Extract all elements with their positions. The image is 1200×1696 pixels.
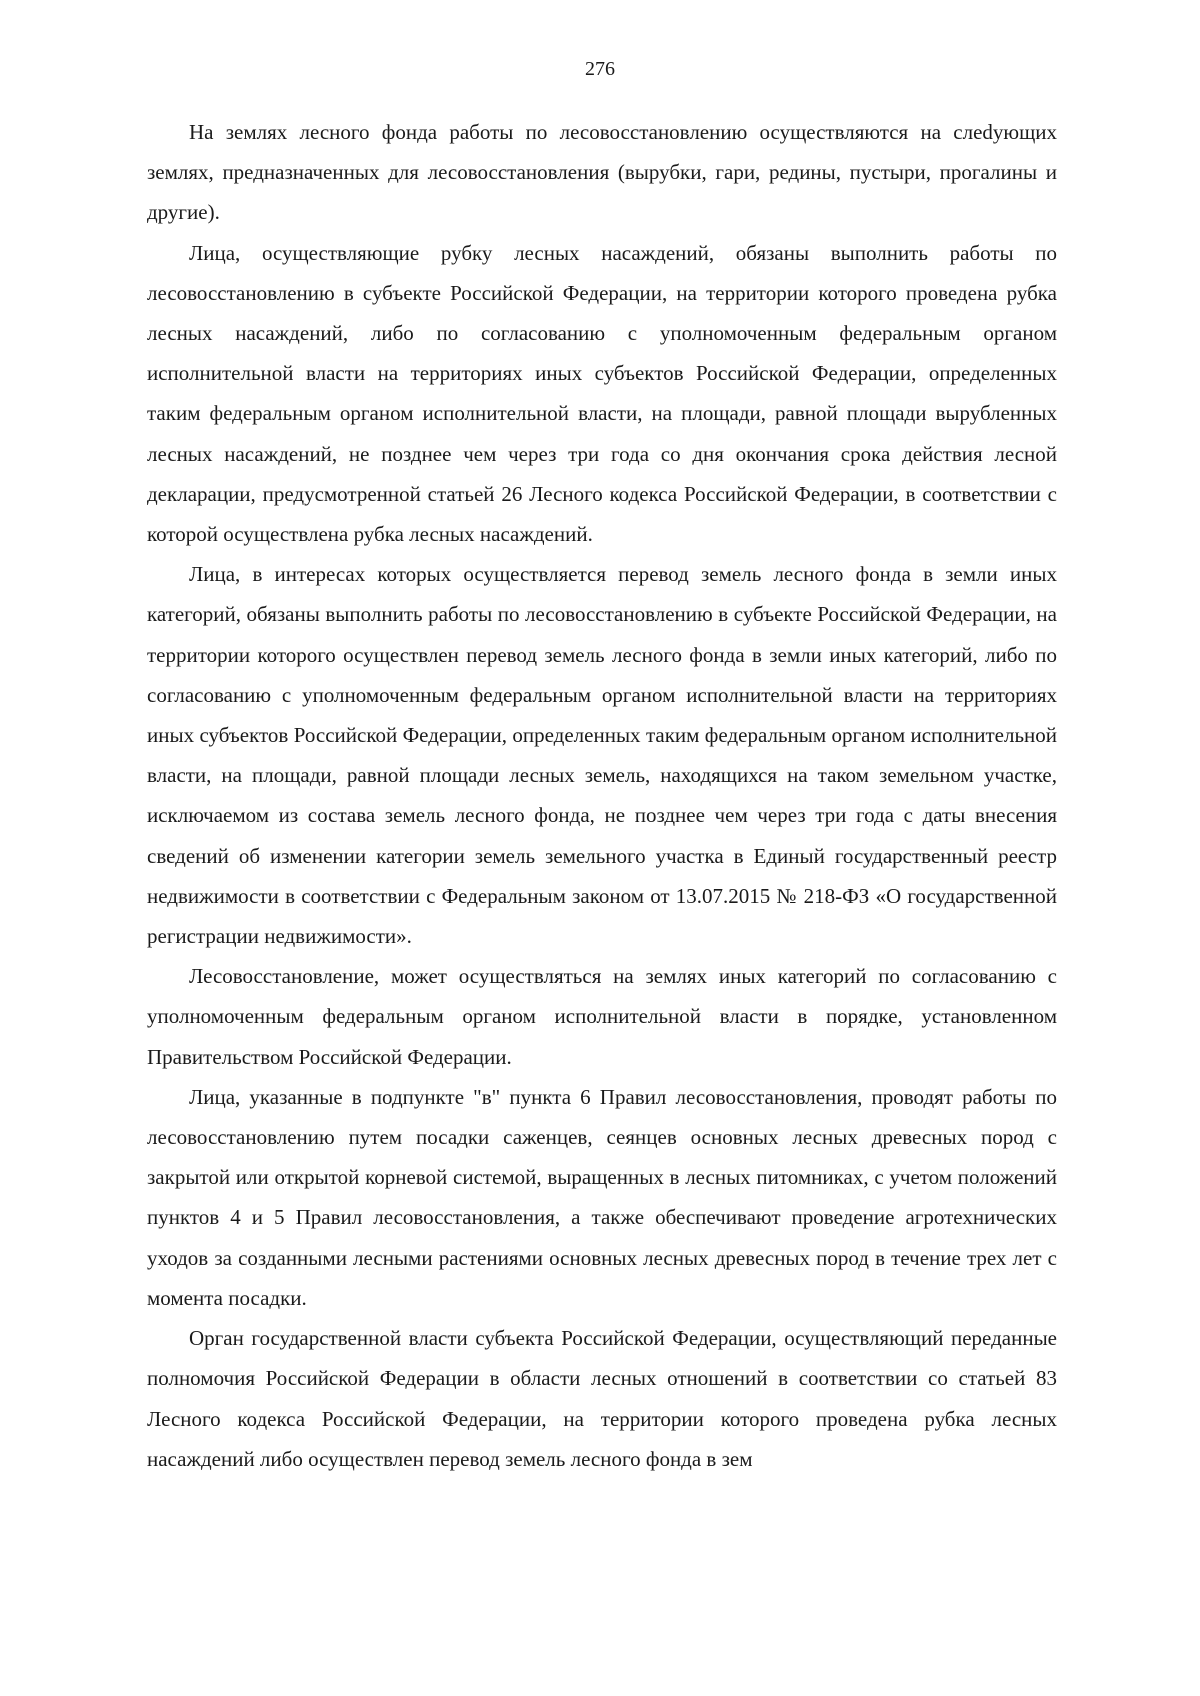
paragraph-logging-obligations: Лица, осуществляющие рубку лесных насаждений, обязаны выполнить работы по лесовосстановлению в субъекте Российской Федерации, на территории которого проведена рубка лесных насаждений, либо по согласованию с уполномоченным федеральным органом исполнительной власти на территориях иных субъектов Российской Федерации, определенных таким федеральным органом исполнительной власти, на площади, равной площади вырубленных лесных насаждений, не позднее чем через три года со дня окончания срока действия лесной декларации, предусмотренной статьей 26 Лесного кодекса Российской Федерации, в соответствии с которой осуществлена рубка лесных насаждений. <box>147 240 1057 547</box>
paragraph-land-conversion-obligations: Лица, в интересах которых осуществляется перевод земель лесного фонда в земли иных категорий, обязаны выполнить работы по лесовосстановлению в субъекте Российской Федерации, на территории которого осуществлен перевод земель лесного фонда в земли иных категорий, либо по согласованию с уполномоченным федеральным органом исполнительной власти на территориях иных субъектов Российской Федерации, определенных таким федеральным органом исполнительной власти, на площади, равной площади лесных земель, находящихся на таком земельном участке, исключаемом из состава земель лесного фонда, не позднее чем через три года с даты внесения сведений об изменении категории земель земельного участка в Единый государственный реестр недвижимости в соответствии с Федеральным законом от 13.07.2015 № 218-ФЗ «О государственной регистрации недвижимости». <box>147 562 1057 949</box>
paragraph-planting-methods: Лица, указанные в подпункте "в" пункта 6 Правил лесовосстановления, проводят работы по лесовосстановлению путем посадки саженцев, сеянцев основных лесных древесных пород с закрытой или открытой корневой системой, выращенных в лесных питомниках, с учетом положений пунктов 4 и 5 Правил лесовосстановления, а также обеспечивают проведение агротехнических уходов за созданными лесными растениями основных лесных древесных пород в течение трех лет с момента посадки. <box>147 1084 1057 1310</box>
paragraph-reforestation-lands: На землях лесного фонда работы по лесовосстановлению осуществляются на слеdующих землях, предназначенных для лесовосстановления (вырубки, гари, редины, пустыри, прогалины и другие). <box>147 120 1057 225</box>
paragraph-regional-authority: Орган государственной власти субъекта Российской Федерации, осуществляющий переданные полномочия Российской Федерации в области лесных отношений в соответствии со статьей 83 Лесного кодекса Российской Федерации, на территории которого проведена рубка лесных насаждений либо осуществлен перевод земель лесного фонда в зем <box>147 1326 1057 1471</box>
paragraph-other-categories: Лесовосстановление, может осуществляться на землях иных категорий по согласованию с уполномоченным федеральным органом исполнительной власти в порядке, установленном Правительством Российской Федерации. <box>147 964 1057 1069</box>
page-number: 276 <box>585 58 615 80</box>
document-body <box>147 112 1057 1479</box>
